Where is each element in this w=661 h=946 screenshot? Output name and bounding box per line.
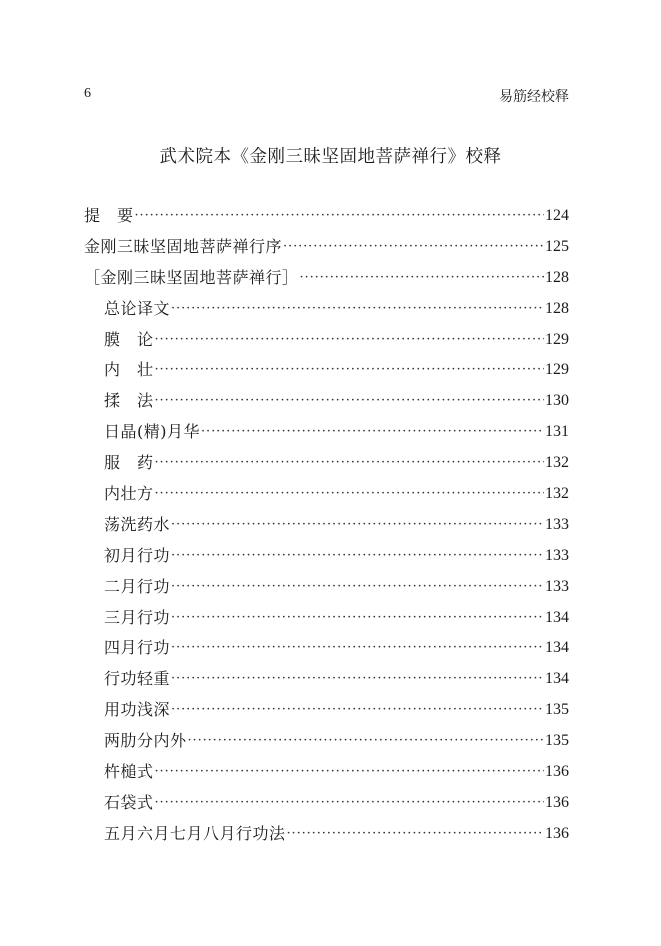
toc-entry: [84, 572, 569, 603]
toc-entry-page: 133: [545, 546, 569, 564]
toc-dot-leader: [155, 788, 544, 819]
toc-dot-leader: [171, 633, 544, 664]
toc-dot-leader: [155, 386, 544, 417]
toc-entry: [84, 263, 569, 294]
toc-dot-leader: [135, 201, 544, 232]
toc-entry-label: 石袋式: [104, 792, 154, 812]
toc-entry-page: 129: [545, 361, 569, 379]
toc-dot-leader: [171, 572, 544, 603]
toc-entry: [84, 788, 569, 819]
toc-entry-page: 135: [545, 701, 569, 719]
toc-entry-page: 134: [545, 608, 569, 626]
toc-entry-label: 用功浅深: [104, 700, 171, 720]
toc-entry-label: 初月行功: [104, 545, 171, 565]
toc-entry: [84, 726, 569, 757]
toc-dot-leader: [155, 479, 544, 510]
toc-entry: [84, 819, 569, 850]
toc-entry-label: 总论译文: [104, 298, 171, 318]
toc-entry-label: 两肋分内外: [104, 731, 187, 751]
toc-dot-leader: [287, 819, 544, 850]
toc-entry: [84, 479, 569, 510]
toc-entry: [84, 417, 569, 448]
page-number: 6: [84, 86, 91, 101]
toc-dot-leader: [171, 664, 544, 695]
toc-entry-label: 四月行功: [104, 638, 171, 658]
toc-entry-page: 129: [545, 330, 569, 348]
toc-entry: [84, 510, 569, 541]
toc-dot-leader: [201, 417, 544, 448]
toc-dot-leader: [155, 355, 544, 386]
toc-entry-page: 124: [545, 206, 569, 224]
toc-entry-label: 五月六月七月八月行功法: [104, 823, 286, 843]
toc-entry-page: 136: [545, 793, 569, 811]
toc-entry-page: 131: [545, 423, 569, 441]
table-of-contents: [84, 201, 569, 850]
toc-entry-page: 136: [545, 824, 569, 842]
toc-entry-label: 内壮方: [104, 484, 154, 503]
toc-entry: [84, 633, 569, 664]
toc-dot-leader: [171, 510, 544, 541]
toc-entry-label: 揉 法: [104, 391, 154, 411]
toc-dot-leader: [171, 294, 544, 325]
toc-entry-page: 125: [545, 237, 569, 255]
toc-entry: [84, 448, 569, 479]
toc-entry-page: 133: [545, 577, 569, 595]
toc-entry-label: ［金刚三昧坚固地菩萨禅行］: [84, 267, 299, 287]
toc-entry-page: 134: [545, 639, 569, 657]
toc-entry-page: 136: [545, 763, 569, 781]
toc-entry: [84, 294, 569, 325]
toc-entry: [84, 757, 569, 788]
toc-entry-label: 日晶(精)月华: [104, 422, 200, 442]
running-head: 易筋经校释: [499, 89, 569, 105]
toc-entry: [84, 695, 569, 726]
toc-entry: [84, 232, 569, 263]
toc-dot-leader: [188, 726, 544, 757]
toc-entry-label: 杵槌式: [104, 762, 154, 782]
toc-dot-leader: [155, 325, 544, 356]
toc-entry-label: 二月行功: [104, 576, 171, 596]
toc-entry-label: 行功轻重: [104, 669, 171, 689]
toc-entry: [84, 603, 569, 634]
toc-dot-leader: [171, 695, 544, 726]
toc-entry: [84, 664, 569, 695]
toc-entry-label: 金刚三昧坚固地菩萨禅行序: [84, 236, 283, 256]
toc-entry-page: 130: [545, 392, 569, 410]
toc-dot-leader: [171, 541, 544, 572]
toc-dot-leader: [171, 603, 544, 634]
toc-dot-leader: [300, 263, 544, 294]
toc-entry-page: 133: [545, 515, 569, 533]
toc-entry-label: 服 药: [104, 453, 154, 473]
toc-entry-page: 132: [545, 485, 569, 502]
toc-entry: [84, 201, 569, 232]
toc-entry-label: 内 壮: [104, 360, 154, 380]
toc-entry-page: 132: [545, 454, 569, 472]
toc-entry-label: 荡洗药水: [104, 514, 171, 534]
toc-dot-leader: [283, 232, 544, 263]
toc-entry-page: 128: [545, 299, 569, 317]
toc-dot-leader: [155, 448, 544, 479]
toc-entry-label: 膜 论: [104, 329, 154, 349]
toc-dot-leader: [155, 757, 544, 788]
section-title: 武术院本《金刚三昧坚固地菩萨禅行》校释: [159, 147, 502, 167]
toc-entry: [84, 325, 569, 356]
toc-entry-label: 三月行功: [104, 607, 171, 627]
toc-entry-page: 128: [545, 268, 569, 286]
toc-entry-page: 134: [545, 670, 569, 688]
toc-entry: [84, 541, 569, 572]
toc-entry-page: 135: [545, 732, 569, 750]
toc-entry: [84, 355, 569, 386]
toc-entry-label: 提 要: [84, 205, 134, 225]
toc-entry: [84, 386, 569, 417]
